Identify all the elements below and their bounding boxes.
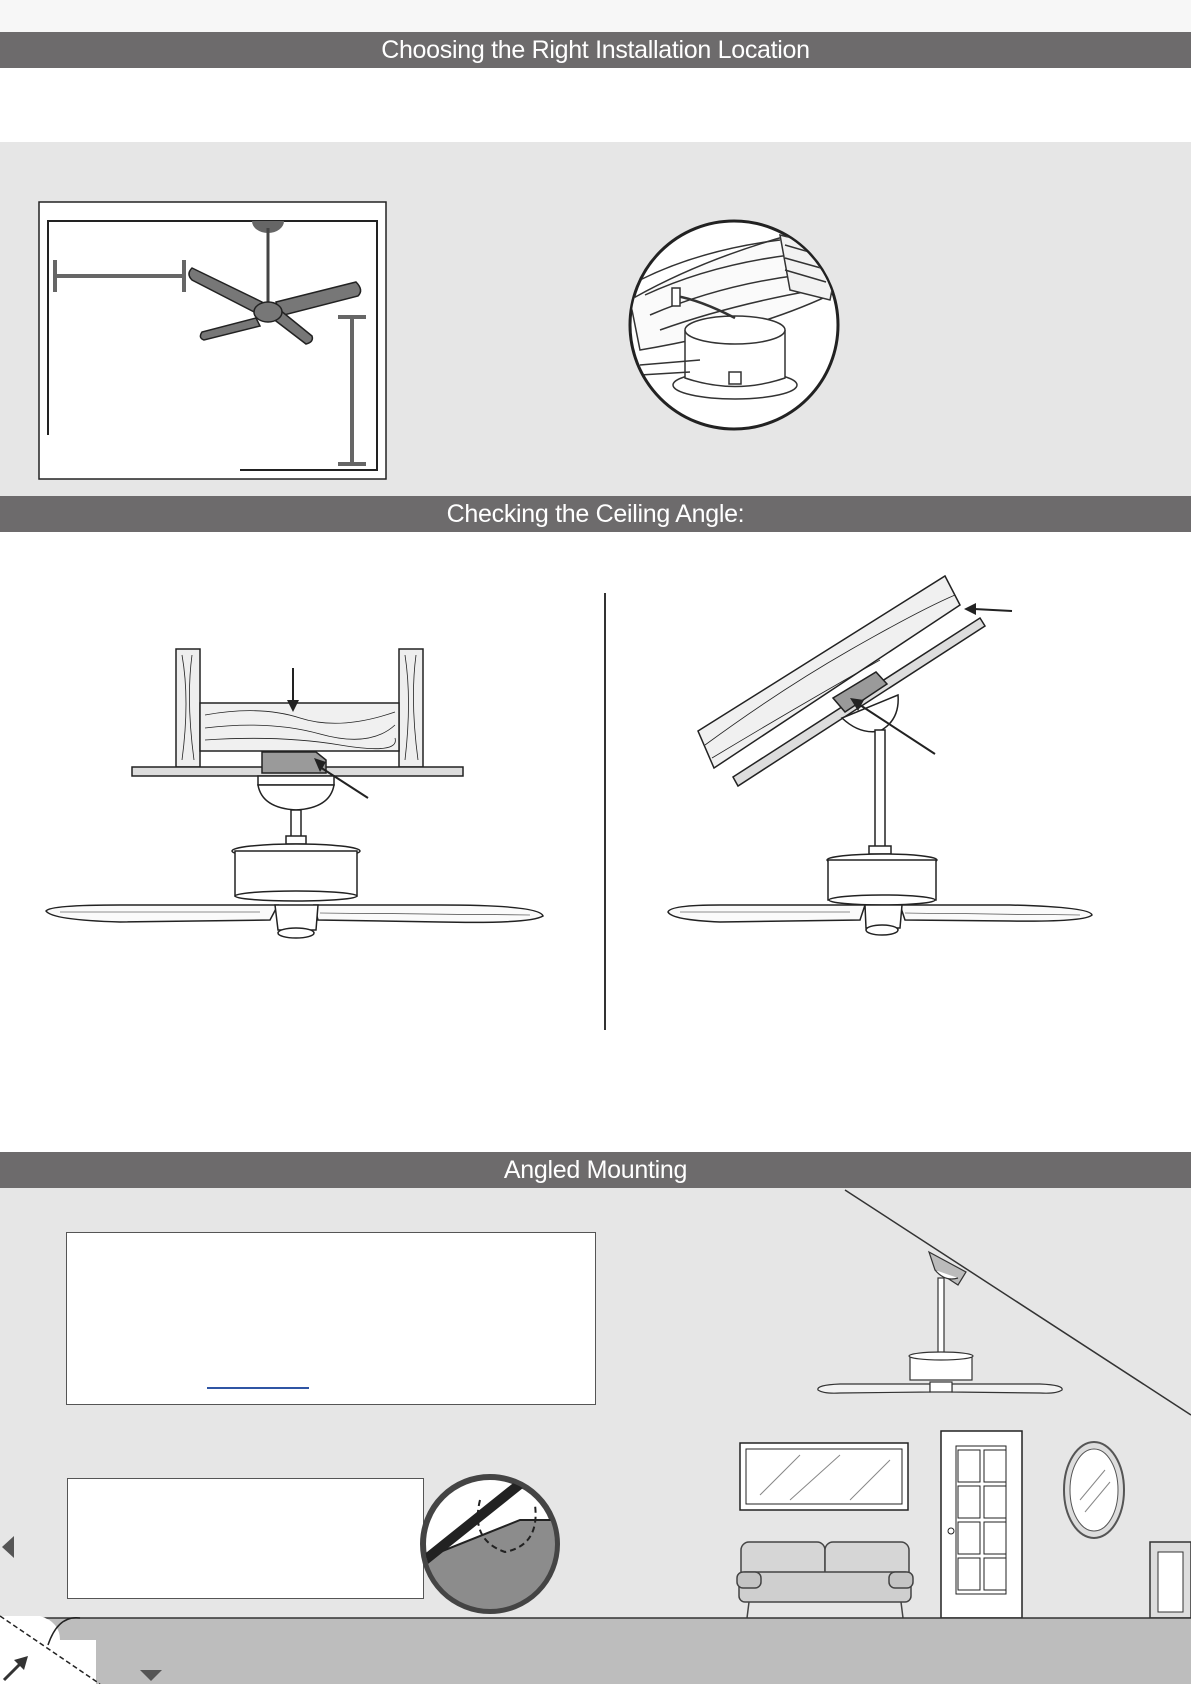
section-header-ceiling-angle: Checking the Ceiling Angle: [0, 496, 1191, 532]
section-header-angled-mounting: Angled Mounting [0, 1152, 1191, 1188]
section-header-location: Choosing the Right Installation Location [0, 32, 1191, 68]
page-curl-icon[interactable] [0, 1644, 40, 1684]
dropdown-arrow-icon[interactable] [138, 1668, 168, 1684]
page-back-icon[interactable] [0, 1532, 20, 1562]
